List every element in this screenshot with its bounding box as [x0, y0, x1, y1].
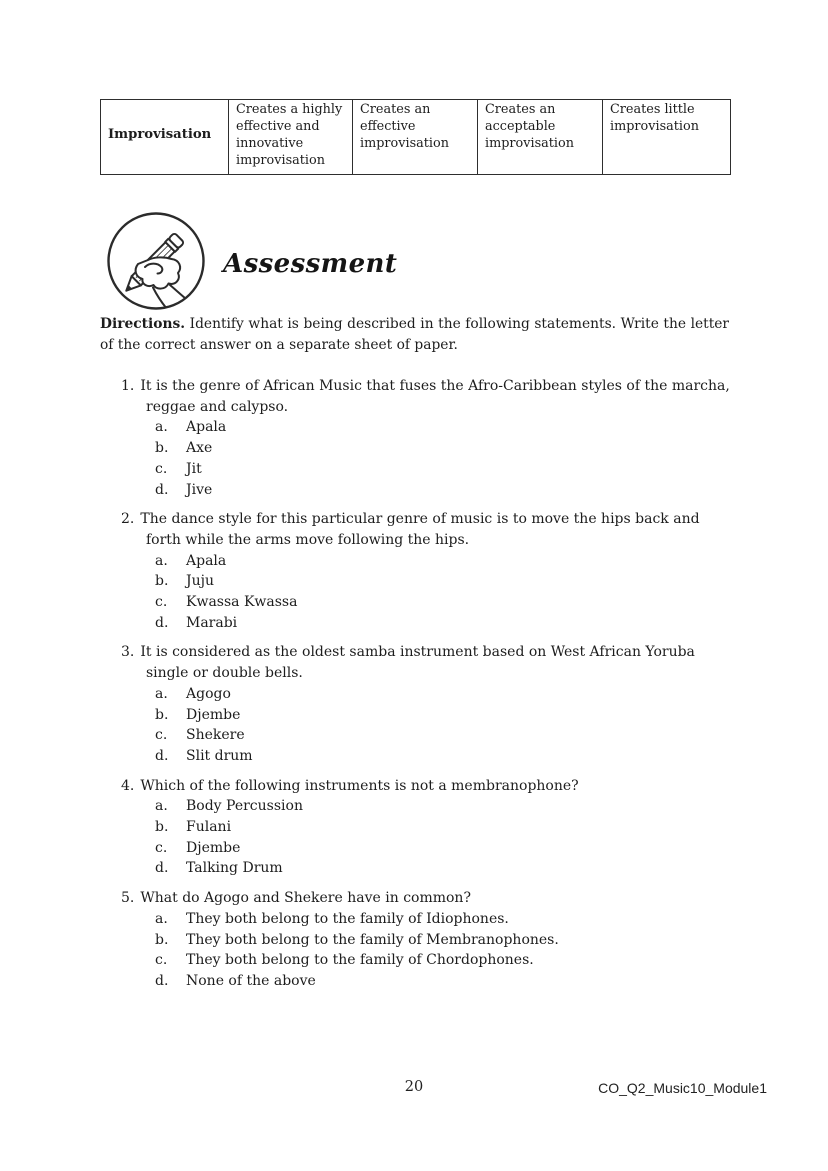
question-line	[121, 376, 730, 417]
option-row	[121, 971, 730, 992]
option-letter: b.	[155, 573, 169, 590]
option-row	[121, 551, 730, 572]
rubric-cell-acceptable: Creates an acceptable improvisation	[478, 100, 603, 175]
question-list	[121, 376, 730, 1001]
option-text: Kwassa Kwassa	[186, 594, 298, 611]
question-text: It is considered as the oldest samba instrument based on West African Yoruba single or double bells.	[140, 644, 695, 682]
option-letter: b.	[155, 819, 169, 836]
option-letter: d.	[155, 860, 169, 877]
option-row	[121, 480, 730, 501]
directions-text: Identify what is being described in the following statements. Write the letter of the correct answer on a separate sheet of paper.	[100, 316, 729, 353]
option-letter: a.	[155, 419, 168, 436]
option-text: Axe	[186, 440, 213, 457]
option-text: Apala	[186, 552, 227, 569]
rubric-row-header: Improvisation	[101, 100, 229, 175]
option-text: They both belong to the family of Idiophones.	[186, 910, 509, 927]
option-letter: a.	[155, 798, 168, 815]
rubric-cell-excellent: Creates a highly effective and innovative improvisation	[229, 100, 353, 175]
option-text: Djembe	[186, 706, 241, 723]
option-row	[121, 438, 730, 459]
rubric-table	[100, 99, 731, 175]
question-text: Which of the following instruments is not a membranophone?	[140, 777, 579, 794]
option-text: Fulani	[186, 819, 232, 836]
question-item-1	[121, 376, 730, 500]
option-text: They both belong to the family of Membranophones.	[186, 931, 559, 948]
option-row	[121, 930, 730, 951]
question-line	[121, 509, 730, 550]
question-text: It is the genre of African Music that fuses the Afro-Caribbean styles of the marcha, reggae and calypso.	[140, 378, 730, 415]
option-letter: b.	[155, 706, 169, 723]
option-row	[121, 705, 730, 726]
option-letter: c.	[155, 952, 168, 969]
option-letter: d.	[155, 614, 169, 631]
directions-label: Directions.	[100, 316, 186, 332]
option-text: Shekere	[186, 727, 245, 744]
option-letter: c.	[155, 594, 168, 611]
option-letter: a.	[155, 685, 168, 702]
option-row	[121, 571, 730, 592]
option-text: Marabi	[186, 614, 238, 631]
rubric-cell-good: Creates an effective improvisation	[353, 100, 478, 175]
rubric-cell-little: Creates little improvisation	[603, 100, 731, 175]
option-letter: c.	[155, 727, 168, 744]
option-letter: d.	[155, 972, 169, 989]
question-item-5	[121, 888, 730, 992]
option-row	[121, 592, 730, 613]
question-item-2	[121, 509, 730, 633]
question-line	[121, 642, 730, 683]
question-text: What do Agogo and Shekere have in common?	[140, 890, 471, 907]
question-item-3	[121, 642, 730, 766]
option-text: Juju	[186, 573, 214, 590]
table-row	[101, 100, 731, 175]
option-row	[121, 725, 730, 746]
page-number: 20	[404, 1079, 424, 1095]
question-number: 1.	[121, 378, 135, 394]
option-row	[121, 746, 730, 767]
option-row	[121, 950, 730, 971]
question-item-4	[121, 776, 730, 880]
option-letter: d.	[155, 481, 169, 498]
option-text: Talking Drum	[186, 860, 283, 877]
question-number: 3.	[121, 644, 135, 661]
option-letter: c.	[155, 839, 168, 856]
option-row	[121, 817, 730, 838]
option-letter: a.	[155, 910, 168, 927]
option-letter: c.	[155, 460, 168, 477]
option-text: None of the above	[186, 972, 316, 989]
question-line	[121, 776, 730, 797]
option-letter: d.	[155, 747, 169, 764]
hand-writing-pencil-icon	[104, 209, 208, 313]
option-letter: b.	[155, 931, 169, 948]
option-row	[121, 684, 730, 705]
question-number: 4.	[121, 777, 135, 794]
option-row	[121, 613, 730, 634]
question-number: 5.	[121, 890, 135, 907]
option-row	[121, 909, 730, 930]
question-text: The dance style for this particular genre of music is to move the hips back and forth while the arms move following the hips.	[140, 511, 700, 548]
option-text: Jive	[186, 481, 213, 498]
option-letter: a.	[155, 552, 168, 569]
option-row	[121, 858, 730, 879]
footer-module-code: CO_Q2_Music10_Module1	[598, 1080, 767, 1096]
option-letter: b.	[155, 440, 169, 457]
option-text: They both belong to the family of Chordophones.	[186, 952, 534, 969]
option-text: Apala	[186, 419, 227, 436]
option-text: Djembe	[186, 839, 241, 856]
question-number: 2.	[121, 511, 135, 528]
question-line	[121, 888, 730, 909]
option-row	[121, 838, 730, 859]
directions-paragraph	[100, 314, 729, 356]
option-text: Body Percussion	[186, 798, 303, 815]
option-text: Jit	[186, 460, 202, 477]
option-row	[121, 796, 730, 817]
option-text: Slit drum	[186, 747, 253, 764]
option-row	[121, 417, 730, 438]
option-row	[121, 459, 730, 480]
section-title: Assessment	[223, 249, 398, 279]
option-text: Agogo	[186, 685, 231, 702]
